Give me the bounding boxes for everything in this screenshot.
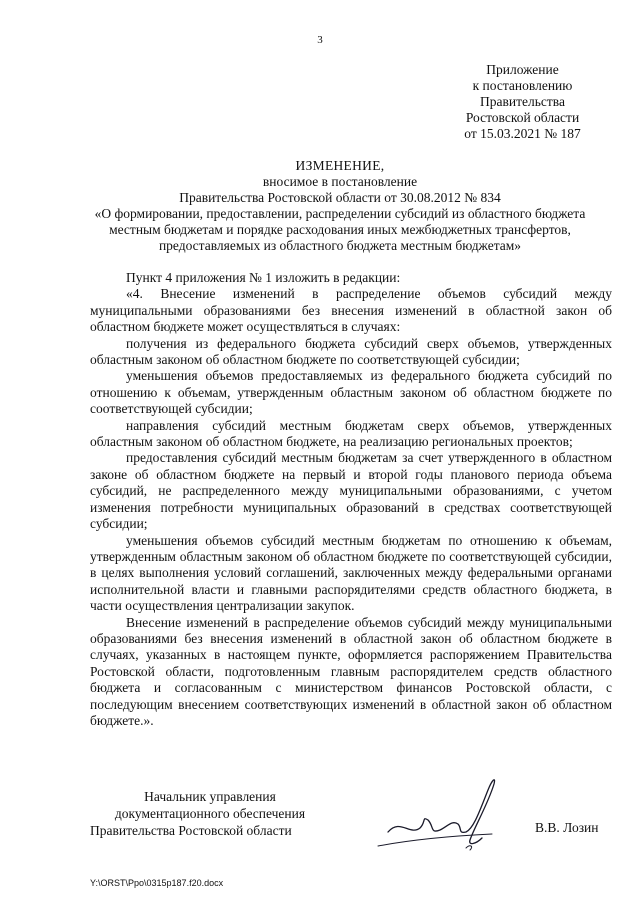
signer-name: В.В. Лозин [535,820,599,835]
signer-line: документационного обеспечения [114,806,306,821]
appendix-line: от 15.03.2021 № 187 [464,126,581,141]
document-title-block [80,158,600,254]
appendix-line: Ростовской области [465,110,580,125]
page-number: 3 [317,34,323,46]
appendix-line: Правительства [480,94,565,109]
body-paragraph: получения из федерального бюджета субсидий сверх объемов, утвержденных областным законом об областном бюджете по соответствующей субсидии; [90,335,612,368]
body-paragraph: предоставления субсидий местным бюджетам за счет утвержденного в областном законе об областном бюджете на первый и второй годы планового периода объема субсидий, не распределенного между муниципальными образованиями, с учетом изменения потребности муниципальных образований в средствах соответствующей субсидии; [90,450,612,532]
body-paragraph: Пункт 4 приложения № 1 изложить в редакции: [126,270,401,285]
appendix-line: к постановлению [472,78,573,93]
signer-title [90,788,330,839]
body-paragraph: уменьшения объемов предоставляемых из федерального бюджета субсидий по отношению к объемам, утвержденным областным законом об областном бюджете по соответствующей субсидии; [90,368,612,417]
document-title: ИЗМЕНЕНИЕ, [295,158,385,173]
signer-line: Начальник управления [144,789,276,804]
file-path-footer: Y:\ORST\Ppo\0315p187.f20.docx [90,878,224,888]
document-body [90,270,612,729]
handwritten-signature [370,770,510,860]
body-paragraph: «4. Внесение изменений в распределение объемов субсидий между муниципальными образованиями без внесения изменений в областной закон об областном бюджете может осуществляться в случаях: [90,286,612,335]
title-line: Правительства Ростовской области от 30.08.2012 № 834 [179,190,501,205]
appendix-header [440,62,605,142]
title-line: вносимое в постановление [262,174,418,189]
body-paragraph: Внесение изменений в распределение объемов субсидий между муниципальными образованиями без внесения изменений в областной закон об областном бюджете в случаях, указанных в настоящем пункте, оформляется распоряжением Правительства Ростовской области, подготовленным главным распорядителем средств областного бюджета и согласованным с министерством финансов Ростовской области, с последующим внесением соответствующих изменений в областной закон об областном бюджете.». [90,614,612,728]
appendix-line: Приложение [486,62,559,77]
body-paragraph: направления субсидий местным бюджетам сверх объемов, утвержденных областным законом об областном бюджете, на реализацию региональных проектов; [90,417,612,450]
body-paragraph: уменьшения объемов субсидий местным бюджетам по отношению к объемам, утвержденным областным законом об областном бюджете по соответствующей субсидии, в целях выполнения условий соглашений, заключенных между федеральными органами исполнительной власти и главными распорядителями средств областного бюджета, в части осуществления централизации закупок. [90,532,612,614]
title-line: «О формировании, предоставлении, распределении субсидий из областного бюджета местным бюджетам и порядке расходования иных межбюджетных трансфертов, предоставляемых из областного бюджета местным бюджетам» [94,206,586,253]
signer-line: Правительства Ростовской области [90,823,292,838]
